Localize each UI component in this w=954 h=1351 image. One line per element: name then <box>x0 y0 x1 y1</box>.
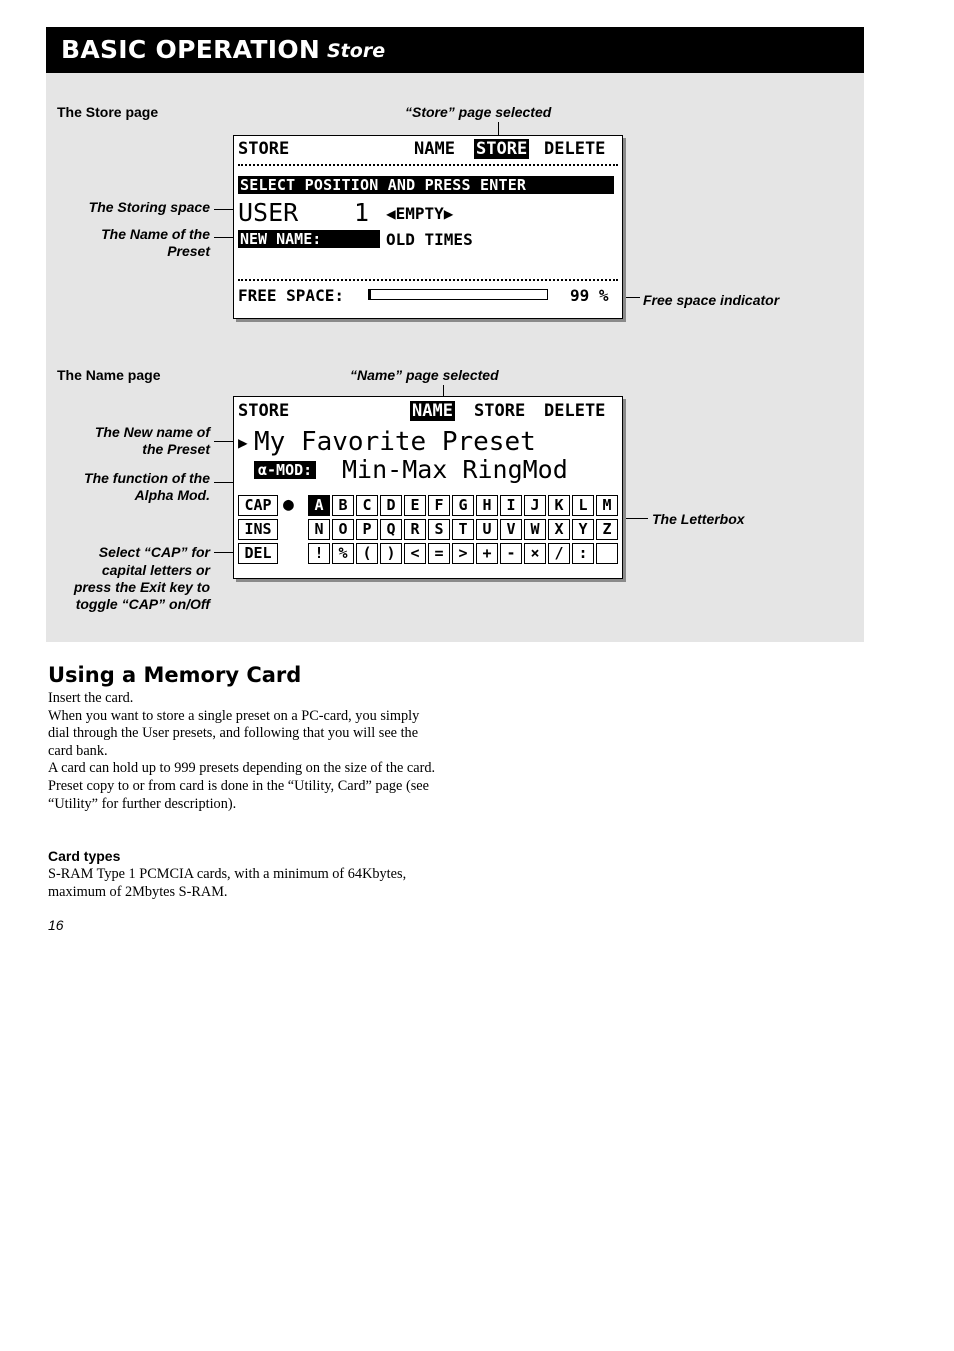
name-lcd-alpha-label: α-MOD: <box>254 461 316 479</box>
store-lcd-free-space-fill <box>369 290 371 299</box>
letter-key[interactable]: U <box>476 519 498 540</box>
store-lcd-tab-delete[interactable]: DELETE <box>544 139 606 159</box>
letter-key[interactable]: H <box>476 495 498 516</box>
letter-key[interactable]: > <box>452 543 474 564</box>
letter-key[interactable]: % <box>332 543 354 564</box>
card-types-heading: Card types <box>48 848 121 864</box>
new-name-callout-1: The New name of <box>94 424 210 440</box>
letter-key[interactable]: R <box>404 519 426 540</box>
letter-key[interactable]: Q <box>380 519 402 540</box>
letter-key[interactable]: + <box>476 543 498 564</box>
store-page-label: The Store page <box>57 104 159 120</box>
letter-key[interactable]: J <box>524 495 546 516</box>
letter-key[interactable]: F <box>428 495 450 516</box>
storing-space-callout: The Storing space <box>88 199 210 215</box>
store-lcd-bank: USER <box>238 198 299 227</box>
store-selected-callout: “Store” page selected <box>405 104 552 120</box>
letter-key[interactable]: E <box>404 495 426 516</box>
free-space-callout: Free space indicator <box>643 292 780 308</box>
letter-key[interactable]: T <box>452 519 474 540</box>
letter-key[interactable]: ! <box>308 543 330 564</box>
store-lcd-new-name-label: NEW NAME: <box>238 230 380 248</box>
chapter-header <box>46 27 864 73</box>
letter-key[interactable]: C <box>356 495 378 516</box>
letter-key[interactable]: I <box>500 495 522 516</box>
name-lcd-tab-delete[interactable]: DELETE <box>544 401 606 421</box>
cap-leader <box>214 552 234 553</box>
store-lcd-tab-store[interactable]: STORE <box>476 139 528 159</box>
letter-key[interactable]: G <box>452 495 474 516</box>
store-lcd-tab-name[interactable]: NAME <box>414 139 455 159</box>
name-lcd-tab-name[interactable]: NAME <box>412 401 453 421</box>
letter-key[interactable]: M <box>596 495 618 516</box>
chapter-title: BASIC OPERATION <box>61 35 321 64</box>
cap-key[interactable]: CAP <box>238 495 278 516</box>
store-lcd-prompt: SELECT POSITION AND PRESS ENTER <box>238 176 614 194</box>
page-number: 16 <box>48 917 64 933</box>
letter-key[interactable]: ( <box>356 543 378 564</box>
store-lcd-free-space-label: FREE SPACE: <box>238 286 344 305</box>
store-lcd-slot[interactable]: 1 <box>354 198 370 227</box>
card-types-body <box>48 866 438 901</box>
store-lcd-divider <box>238 164 618 166</box>
letter-key[interactable]: B <box>332 495 354 516</box>
letter-key[interactable]: N <box>308 519 330 540</box>
paragraph-store-single: When you want to store a single preset on a PC-card, you simply dial through the User presets, and following that you will see the card bank. <box>48 707 420 759</box>
letter-key[interactable]: × <box>524 543 546 564</box>
name-lcd-alpha-value[interactable]: Min-Max RingMod <box>342 455 568 484</box>
letter-key[interactable]: Z <box>596 519 618 540</box>
name-of-preset-callout-2: Preset <box>167 243 210 259</box>
name-of-preset-callout-1: The Name of the <box>101 226 210 242</box>
letter-key[interactable]: X <box>548 519 570 540</box>
name-page-label: The Name page <box>57 367 161 383</box>
paragraph-capacity: A card can hold up to 999 presets depending on the size of the card. <box>48 760 436 777</box>
del-key[interactable]: DEL <box>238 543 278 564</box>
alpha-mod-callout-2: Alpha Mod. <box>134 487 210 503</box>
letterbox-callout: The Letterbox <box>652 511 745 527</box>
new-name-leader <box>214 441 234 442</box>
store-lcd-free-space-bar <box>368 289 548 300</box>
chapter-subtitle: Store <box>327 40 386 62</box>
letter-key[interactable]: Y <box>572 519 594 540</box>
store-lcd-slot-status: ◀EMPTY▶ <box>386 204 454 223</box>
free-space-leader <box>620 297 640 298</box>
store-selected-leader <box>498 122 499 136</box>
letter-key[interactable]: / <box>548 543 570 564</box>
store-lcd-divider-2 <box>238 279 618 281</box>
letter-key[interactable]: S <box>428 519 450 540</box>
cap-callout-3: press the Exit key to <box>73 579 210 595</box>
letter-key[interactable]: : <box>572 543 594 564</box>
paragraph-copy: Preset copy to or from card is done in the “Utility, Card” page (see “Utility” for further description). <box>48 777 429 812</box>
paragraph-insert: Insert the card. <box>48 690 134 706</box>
store-lcd-screen <box>233 135 623 319</box>
name-lcd-preset-name[interactable]: My Favorite Preset <box>254 427 536 457</box>
letter-key[interactable] <box>596 543 618 564</box>
cap-callout-2: capital letters or <box>101 562 210 578</box>
storing-space-leader <box>214 209 234 210</box>
card-types-text: S-RAM Type 1 PCMCIA cards, with a minimum of 64Kbytes, maximum of 2Mbytes S-RAM. <box>48 866 407 900</box>
cursor-arrow-icon: ▶ <box>238 433 248 452</box>
ins-key[interactable]: INS <box>238 519 278 540</box>
letter-key[interactable]: < <box>404 543 426 564</box>
letter-key[interactable]: V <box>500 519 522 540</box>
section-heading: Using a Memory Card <box>48 663 302 687</box>
alpha-mod-leader <box>214 482 234 483</box>
name-of-preset-leader <box>214 237 234 238</box>
letter-key[interactable]: = <box>428 543 450 564</box>
new-name-callout-2: the Preset <box>142 441 210 457</box>
cap-callout-4: toggle “CAP” on/Off <box>75 596 210 612</box>
section-body <box>48 690 438 813</box>
letter-key[interactable]: - <box>500 543 522 564</box>
letter-key[interactable]: W <box>524 519 546 540</box>
letter-key[interactable]: A <box>308 495 330 516</box>
store-lcd-title: STORE <box>238 139 290 159</box>
letter-key[interactable]: D <box>380 495 402 516</box>
letter-key[interactable]: ) <box>380 543 402 564</box>
name-selected-callout: “Name” page selected <box>350 367 499 383</box>
store-lcd-new-name-value[interactable]: OLD TIMES <box>386 230 473 249</box>
name-lcd-screen <box>233 396 623 579</box>
cap-indicator-icon: ● <box>283 494 294 515</box>
letter-key[interactable]: O <box>332 519 354 540</box>
letter-key[interactable]: L <box>572 495 594 516</box>
letterbox-leader <box>620 518 648 519</box>
cap-callout-1: Select “CAP” for <box>98 544 210 560</box>
name-lcd-tab-store[interactable]: STORE <box>474 401 526 421</box>
alpha-mod-callout-1: The function of the <box>84 470 210 486</box>
letter-key[interactable]: P <box>356 519 378 540</box>
letter-key[interactable]: K <box>548 495 570 516</box>
name-lcd-title: STORE <box>238 401 290 421</box>
store-lcd-free-space-value: 99 % <box>570 286 609 305</box>
